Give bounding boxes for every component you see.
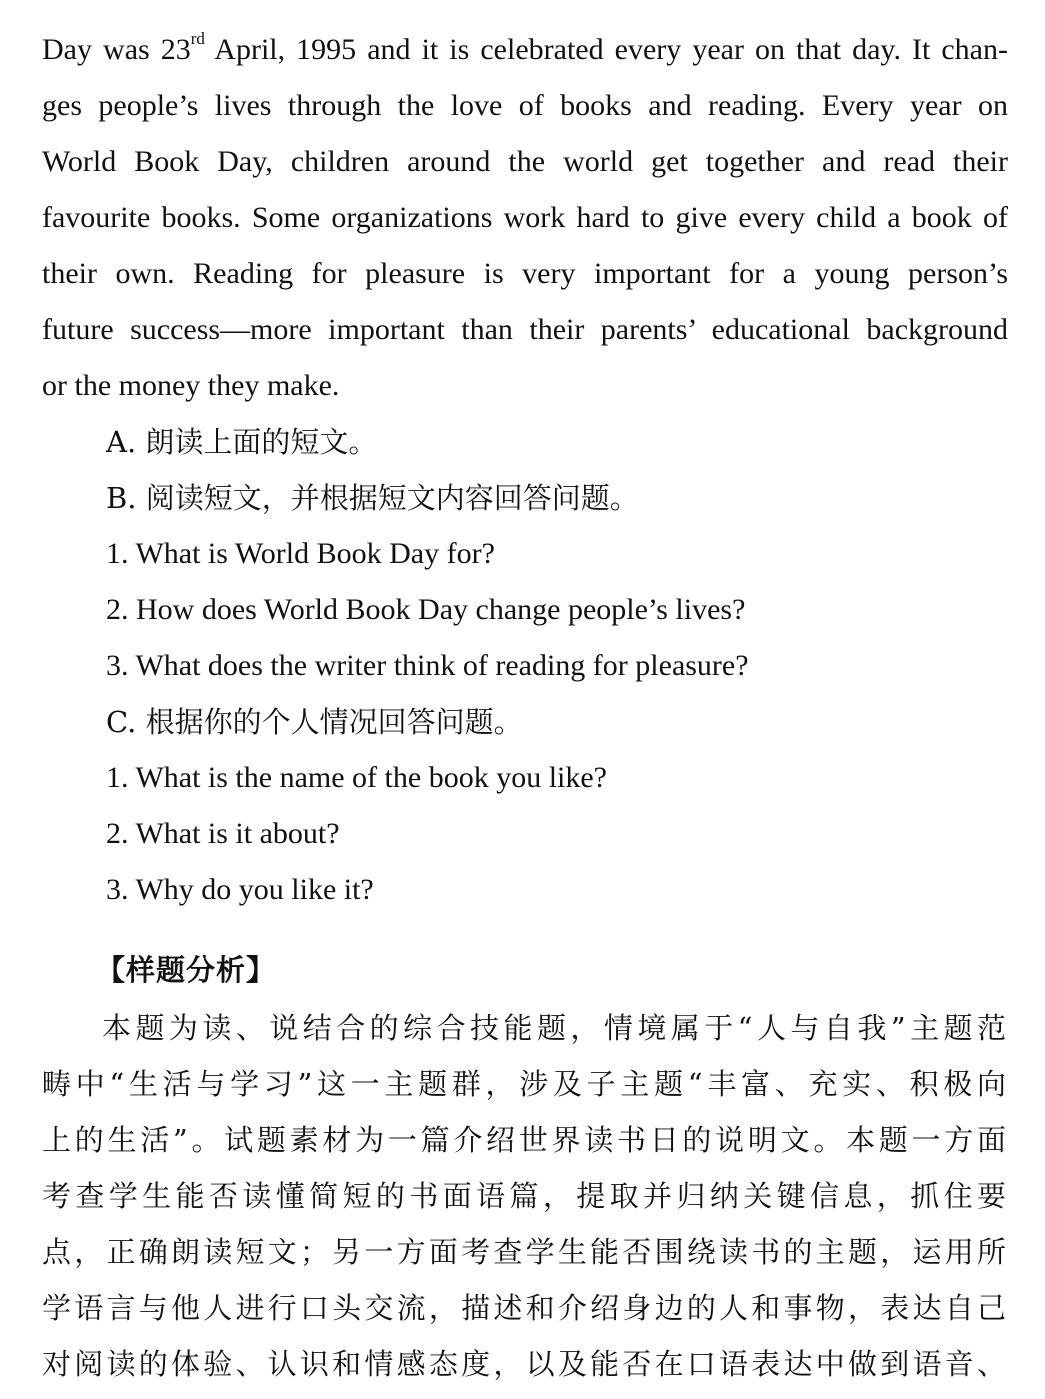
section-b-question-1: 1. What is World Book Day for? (106, 537, 495, 570)
section-b-instruction: B. 阅读短文，并根据短文内容回答问题。 (106, 481, 639, 515)
section-b-question-2: 2. How does World Book Day change people’s lives? (106, 593, 746, 626)
passage-line-7: or the money they make. (42, 369, 340, 402)
analysis-line-6: 学语言与他人进行口头交流，描述和介绍身边的人和事物，表达自己 (42, 1291, 1006, 1325)
passage-line-3: World Book Day, children around the world get together and read their (42, 145, 1008, 178)
analysis-line-3: 上的生活”。试题素材为一篇介绍世界读书日的说明文。本题一方面 (42, 1123, 1006, 1157)
analysis-heading: 【样题分析】 (96, 953, 277, 987)
passage-line-6: future success—more important than their parents’ educational background (42, 313, 1008, 346)
passage-line-5: their own. Reading for pleasure is very important for a young person’s (42, 257, 1008, 290)
passage-line-2: ges people’s lives through the love of books and reading. Every year on (42, 89, 1008, 122)
section-a-instruction: A. 朗读上面的短文。 (106, 425, 378, 459)
analysis-line-2: 畴中“生活与学习”这一主题群，涉及子主题“丰富、充实、积极向 (42, 1067, 1006, 1101)
analysis-line-4: 考查学生能否读懂简短的书面语篇，提取并归纳关键信息，抓住要 (42, 1179, 1006, 1213)
passage-line-4: favourite books. Some organizations work hard to give every child a book of (42, 201, 1008, 234)
section-c-question-3: 3. Why do you like it? (106, 873, 374, 906)
section-c-question-2: 2. What is it about? (106, 817, 340, 850)
passage-line-1-suffix: April, 1995 and it is celebrated every year on that day. It chan- (204, 33, 1008, 66)
passage-line-1 (42, 30, 1008, 70)
analysis-line-5: 点，正确朗读短文；另一方面考查学生能否围绕读书的主题，运用所 (42, 1235, 1006, 1269)
passage-line-1-prefix: Day was 23 (42, 33, 191, 66)
section-c-instruction: C. 根据你的个人情况回答问题。 (106, 705, 523, 739)
section-c-question-1: 1. What is the name of the book you like? (106, 761, 607, 794)
analysis-line-1: 本题为读、说结合的综合技能题，情境属于“人与自我”主题范 (102, 1011, 1006, 1045)
section-b-question-3: 3. What does the writer think of reading for pleasure? (106, 649, 749, 682)
analysis-line-7: 对阅读的体验、认识和情感态度，以及能否在口语表达中做到语音、 (42, 1347, 1006, 1381)
ordinal-superscript: rd (190, 30, 205, 48)
